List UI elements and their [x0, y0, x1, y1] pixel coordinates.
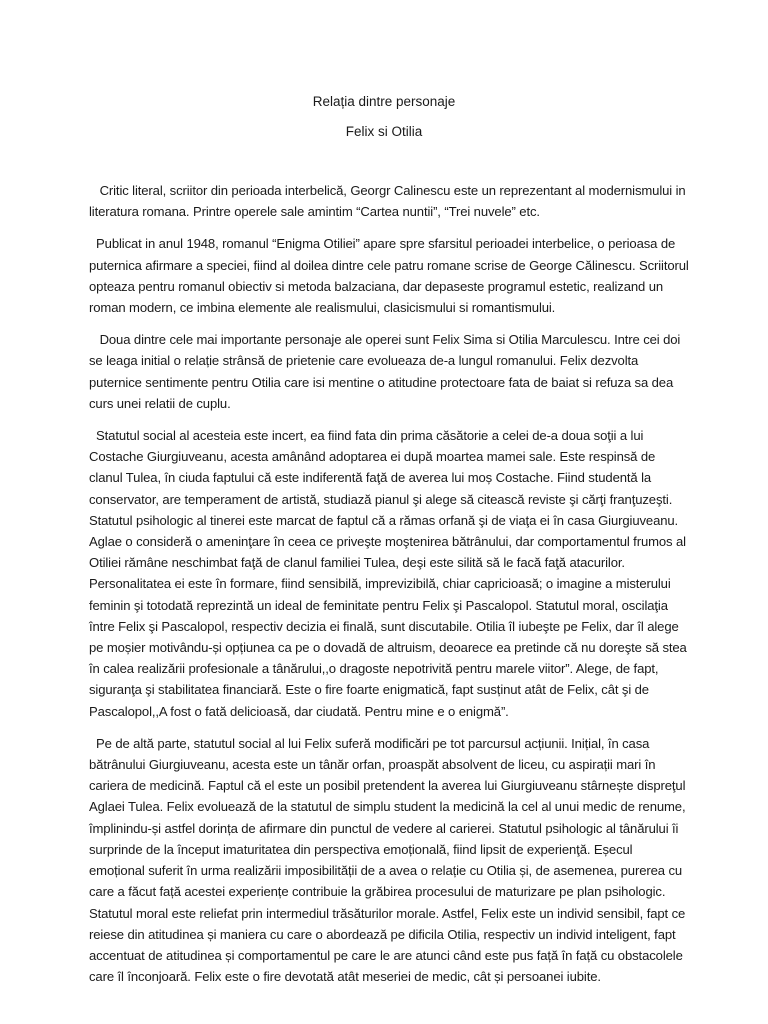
document-subtitle: Felix si Otilia	[345, 124, 423, 139]
paragraph-characters: Doua dintre cele mai importante personaje ale operei sunt Felix Sima si Otilia Marculescu. Intre cei doi se leaga initial o relație strânsă de prietenie care evolueaza de-a lungul romanului. Felix dezvolta puternice sentimente pentru Otilia care isi mentine o atitudine protectoare fata de baiat si refuza sa dea curs unei relatii de cuplu.	[89, 332, 684, 411]
document-body	[89, 180, 693, 998]
paragraph-otilia: Statutul social al acesteia este incert, ea fiind fata din prima căsătorie a celei de-a doua soţii a lui Costache Giurgiuveanu, acesta amânând adoptarea ei după moartea mamei sale. Este respinsă de clanul Tulea, în ciuda faptului că este indiferentă faţă de averea lui moș Costache. Fiind studentă la conservator, are temperament de artistă, studiază pianul şi alege să citească reviste şi cărţi franţuzeşti. Statutul psihologic al tinerei este marcat de faptul că a rămas orfană şi de viaţa ei în casa Giurgiuveanu. Aglae o consideră o ameninţare în ceea ce priveşte moştenirea bătrânului, dar comportamentul frumos al Otiliei rămâne neschimbat faţă de clanul familiei Tulea, deşi este silită să le facă faţă atacurilor. Personalitatea ei este în formare, fiind sensibilă, imprevizibilă, chiar capricioasă; o imagine a misterului feminin şi totodată reprezintă un ideal de feminitate pentru Felix şi Pascalopol. Statutul moral, oscilaţia între Felix şi Pascalopol, respectiv decizia ei finală, sunt discutabile. Otilia îl iubeşte pe Felix, dar îl alege pe moșier motivându-și opțiunea ca pe o dovadă de altruism, deoarece ea pretinde că nu doreşte să stea în calea realizării profesionale a tânărului,,o dragoste nepotrivită pentru marele viitor”. Alege, de fapt, siguranţa şi stabilitatea financiară. Este o fire foarte enigmatică, fapt susținut atât de Felix, cât şi de Pascalopol,,A fost o fată delicioasă, dar ciudată. Pentru mine e o enigmă”.	[89, 428, 691, 719]
paragraph-felix: Pe de altă parte, statutul social al lui Felix suferă modificări pe tot parcursul acțiunii. Inițial, în casa bătrânului Giurgiuveanu, acesta este un tânăr orfan, proaspăt absolvent de liceu, cu aspirații mari în cariera de medicină. Faptul că el este un posibil pretendent la averea lui Giurgiuveanu stârnește dispreţul Aglaei Tulea. Felix evoluează de la statutul de simplu student la medicină la cel al unui medic de renume, împlinindu-și astfel dorința de afirmare din punctul de vedere al carierei. Statutul psihologic al tânărului îi surprinde de la început imaturitatea din perspectiva emoțională, fiind lipsit de experienţă. Eșecul emoțional suferit în urma realizării imposibilității de a avea o relație cu Otilia și, de asemenea, purerea cu care a făcut față acestei experiențe contribuie la grăbirea procesului de maturizare pe plan psihologic. Statutul moral este reliefat prin intermediul trăsăturilor morale. Astfel, Felix este un individ sensibil, fapt ce reiese din atitudinea și maniera cu care o abordează pe dificila Otilia, respectiv un individ inteligent, fapt accentuat de atitudinea și comportamentul pe care le are atunci când este pus față în față cu obstacolele care îl înconjoară. Felix este o fire devotată atât meseriei de medic, cât și persoanei iubite.	[89, 735, 690, 985]
paragraph-publication: Publicat in anul 1948, romanul “Enigma Otiliei” apare spre sfarsitul perioadei interbelice, o perioasa de puternica afirmare a speciei, fiind al doilea dintre cele patru romane scrise de George Călinescu. Scriitorul opteaza pentru romanul obiectiv si metoda balzaciana, dar depaseste programul estetic, realizand un roman modern, ce imbina elemente ale realismului, clasicismului si romantismului.	[89, 236, 693, 316]
document-title: Relația dintre personaje	[312, 94, 456, 109]
paragraph-intro: Critic literal, scriitor din perioada interbelică, Georgr Calinescu este un reprezentant al modernismului in literatura romana. Printre operele sale amintim “Cartea nuntii”, “Trei nuvele” etc.	[89, 183, 690, 220]
